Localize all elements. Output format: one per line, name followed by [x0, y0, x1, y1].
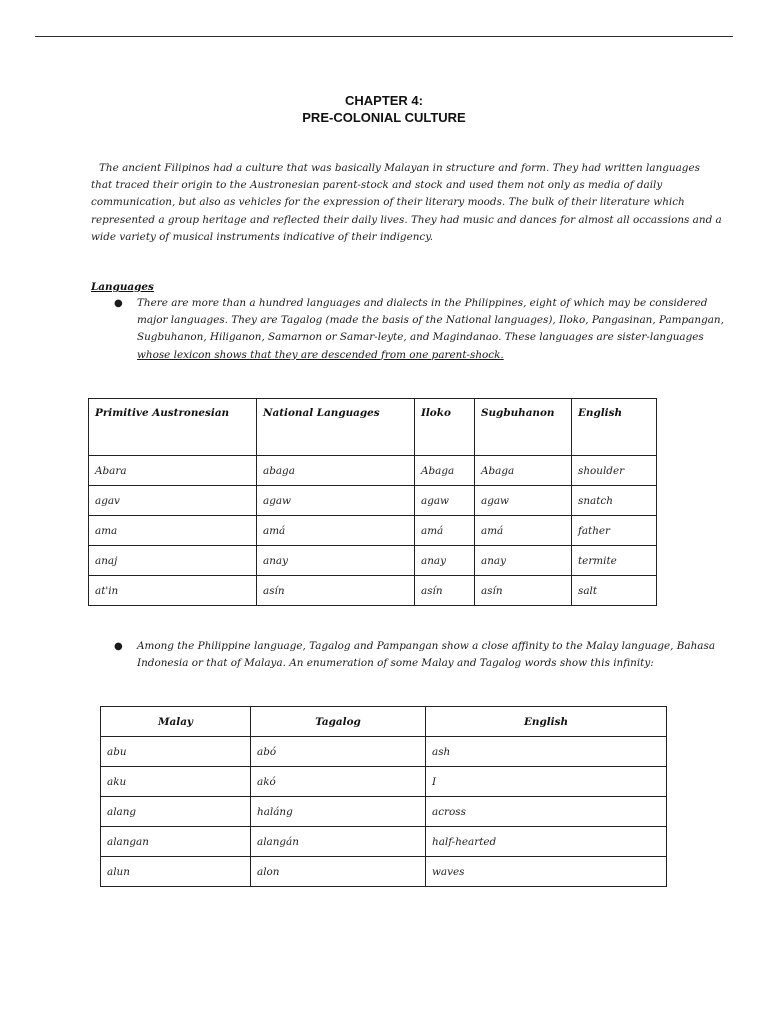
- table-cell: half-hearted: [426, 827, 667, 857]
- intro-line: The ancient Filipinos had a culture that was basically Malayan in structure and form. They had written languages: [99, 162, 700, 174]
- table-cell: Abaga: [415, 456, 475, 486]
- bullet-line: whose lexicon shows that they are descended from one parent-shock.: [137, 348, 504, 361]
- bullet-dot-icon: ●: [114, 298, 123, 309]
- intro-line: communication, but also as vehicles for the expression of their literary moods. The bulk of their literature which: [91, 196, 685, 209]
- table-cell: Abaga: [475, 456, 572, 486]
- table-row: [101, 737, 667, 767]
- bullet-malay-affinity: [114, 638, 716, 672]
- table-cell: amá: [475, 516, 572, 546]
- table-cell: termite: [572, 546, 657, 576]
- table-cell: agaw: [257, 486, 415, 516]
- table-cell: across: [426, 797, 667, 827]
- table-cell: asín: [415, 576, 475, 606]
- table-row: [101, 797, 667, 827]
- table-cell: anay: [475, 546, 572, 576]
- table-header-cell: Tagalog: [251, 707, 426, 737]
- table-cell: alangán: [251, 827, 426, 857]
- table-cell: I: [426, 767, 667, 797]
- bullet-languages-overview: [114, 295, 724, 364]
- chapter-title: PRE-COLONIAL CULTURE: [302, 110, 466, 125]
- table-cell: haláng: [251, 797, 426, 827]
- table-cell: amá: [257, 516, 415, 546]
- table-cell: asín: [475, 576, 572, 606]
- table-cell: anay: [415, 546, 475, 576]
- table-cell: salt: [572, 576, 657, 606]
- table-cell: alang: [101, 797, 251, 827]
- table-header-cell: English: [426, 707, 667, 737]
- intro-line: represented a group heritage and reflected their daily lives. They had music and dances for almost all occassions and a: [91, 213, 722, 226]
- bullet-line: There are more than a hundred languages and dialects in the Philippines, eight of which may be considered: [137, 297, 708, 309]
- table-row: [89, 456, 657, 486]
- table-header-cell: Sugbuhanon: [475, 399, 572, 456]
- intro-paragraph: [91, 160, 722, 246]
- table-header-row: [101, 707, 667, 737]
- table-cell: alangan: [101, 827, 251, 857]
- table-cell: ama: [89, 516, 257, 546]
- bullet-line: Sugbuhanon, Hiliganon, Samarnon or Samar-leyte, and Magindanao. These languages are sister-languages: [137, 331, 704, 344]
- intro-line: wide variety of musical instruments indicative of their indigency.: [91, 230, 434, 243]
- table-header-cell: Primitive Austronesian: [89, 399, 257, 456]
- table-cell: abaga: [257, 456, 415, 486]
- bullet-dot-icon: ●: [114, 641, 123, 652]
- table-header-cell: Iloko: [415, 399, 475, 456]
- table-cell: abó: [251, 737, 426, 767]
- table-header-cell: Malay: [101, 707, 251, 737]
- table-cell: aku: [101, 767, 251, 797]
- table-cell: snatch: [572, 486, 657, 516]
- table-cell: abu: [101, 737, 251, 767]
- bullet-line: Indonesia or that of Malaya. An enumeration of some Malay and Tagalog words show this infinity:: [137, 657, 654, 670]
- table-row: [101, 767, 667, 797]
- table-cell: anaj: [89, 546, 257, 576]
- table-cell: agaw: [475, 486, 572, 516]
- chapter-label: CHAPTER 4:: [344, 93, 423, 108]
- bullet-line: Among the Philippine language, Tagalog and Pampangan show a close affinity to the Malay language, Bahasa: [137, 640, 716, 652]
- table-cell: shoulder: [572, 456, 657, 486]
- table-cell: akó: [251, 767, 426, 797]
- table-cell: at'in: [89, 576, 257, 606]
- table-cell: amá: [415, 516, 475, 546]
- table-cell: waves: [426, 857, 667, 887]
- table-header-cell: English: [572, 399, 657, 456]
- table-row: [89, 576, 657, 606]
- table-cell: alon: [251, 857, 426, 887]
- table-cell: father: [572, 516, 657, 546]
- table-row: [89, 516, 657, 546]
- bullet-line: major languages. They are Tagalog (made the basis of the National languages), Iloko, Pangasinan, Pampangan,: [137, 314, 724, 327]
- austronesian-words-table: [88, 398, 657, 606]
- table-cell: anay: [257, 546, 415, 576]
- intro-line: that traced their origin to the Austronesian parent-stock and stock and used them not only as media of daily: [91, 179, 663, 192]
- table-row: [101, 827, 667, 857]
- table-row: [89, 486, 657, 516]
- table-cell: agaw: [415, 486, 475, 516]
- table-cell: agav: [89, 486, 257, 516]
- table-header-cell: National Languages: [257, 399, 415, 456]
- section-heading-languages: Languages: [91, 281, 154, 293]
- table-row: [89, 546, 657, 576]
- table-cell: asín: [257, 576, 415, 606]
- malay-tagalog-table: [100, 706, 667, 887]
- table-cell: Abara: [89, 456, 257, 486]
- table-cell: alun: [101, 857, 251, 887]
- table-row: [101, 857, 667, 887]
- top-rule: [35, 36, 733, 37]
- table-cell: ash: [426, 737, 667, 767]
- table-header-row: [89, 399, 657, 456]
